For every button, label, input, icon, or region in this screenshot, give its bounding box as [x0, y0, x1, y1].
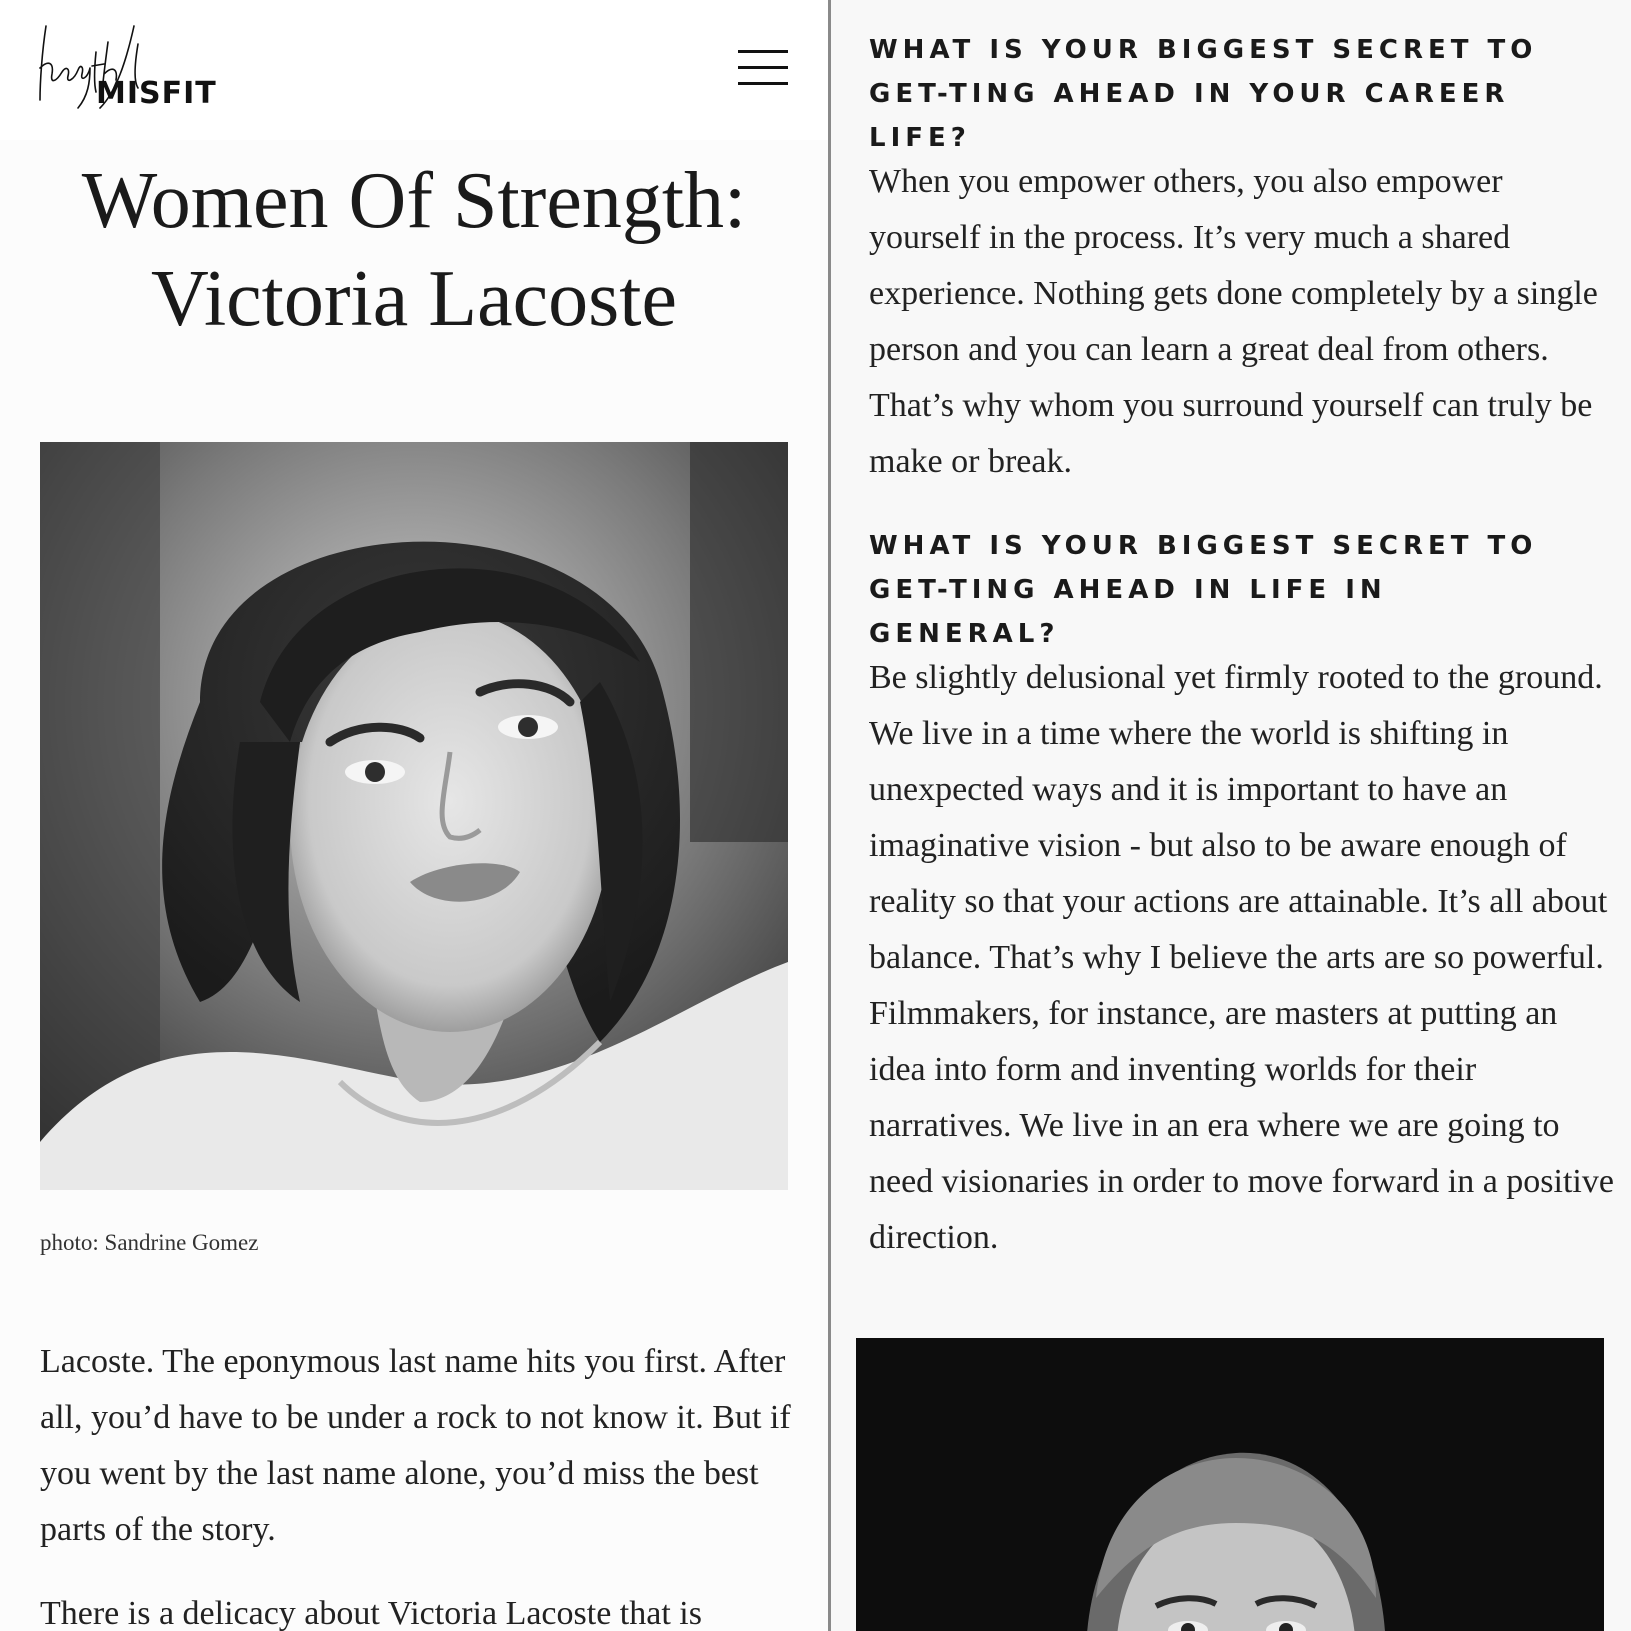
article-intro	[40, 1334, 800, 1631]
title-line-2: Victoria Lacoste	[150, 255, 678, 343]
portrait-illustration	[40, 442, 788, 1190]
site-header	[0, 0, 828, 140]
article-title	[20, 152, 808, 348]
site-logo[interactable]	[38, 22, 217, 114]
intro-paragraph-1: Lacoste. The eponymous last name hits you first. After all, you’d have to be under a rock to not know it. But if you went by the last name alone, you’d miss the best parts of the story.	[40, 1343, 791, 1548]
portrait-photo	[40, 442, 788, 1190]
logo-wordmark: MISFIT	[96, 76, 217, 111]
answer-2: Be slightly delusional yet firmly rooted to the ground. We live in a time where the world is shifting in unexpected ways and it is important to have an imaginative vision - but also to be aware enough of reality so that your actions are attainable. It’s all about balance. That’s why I believe the arts are so powerful. Filmmakers, for instance, are masters at putting an idea into form and inventing worlds for their narratives. We live in an era where we are going to need visionaries in order to move forward in a positive direction.	[869, 659, 1614, 1256]
hamburger-menu-icon[interactable]	[738, 50, 788, 86]
question-2: WHAT IS YOUR BIGGEST SECRET TO GET-TING AHEAD IN LIFE IN GENERAL?	[869, 531, 1538, 649]
second-portrait-photo	[856, 1338, 1604, 1631]
interview-column	[831, 0, 1631, 1631]
title-line-1: Women Of Strength:	[81, 157, 747, 245]
second-portrait-illustration	[856, 1338, 1604, 1631]
question-1: WHAT IS YOUR BIGGEST SECRET TO GET-TING AHEAD IN YOUR CAREER LIFE?	[869, 35, 1538, 153]
answer-1: When you empower others, you also empower yourself in the process. It’s very much a shared experience. Nothing gets done completely by a single person and you can learn a great deal from others. That’s why whom you surround yourself can truly be make or break.	[869, 163, 1598, 480]
photo-caption: photo: Sandrine Gomez	[40, 1230, 259, 1255]
intro-paragraph-2: There is a delicacy about Victoria Lacoste that is	[40, 1595, 702, 1631]
